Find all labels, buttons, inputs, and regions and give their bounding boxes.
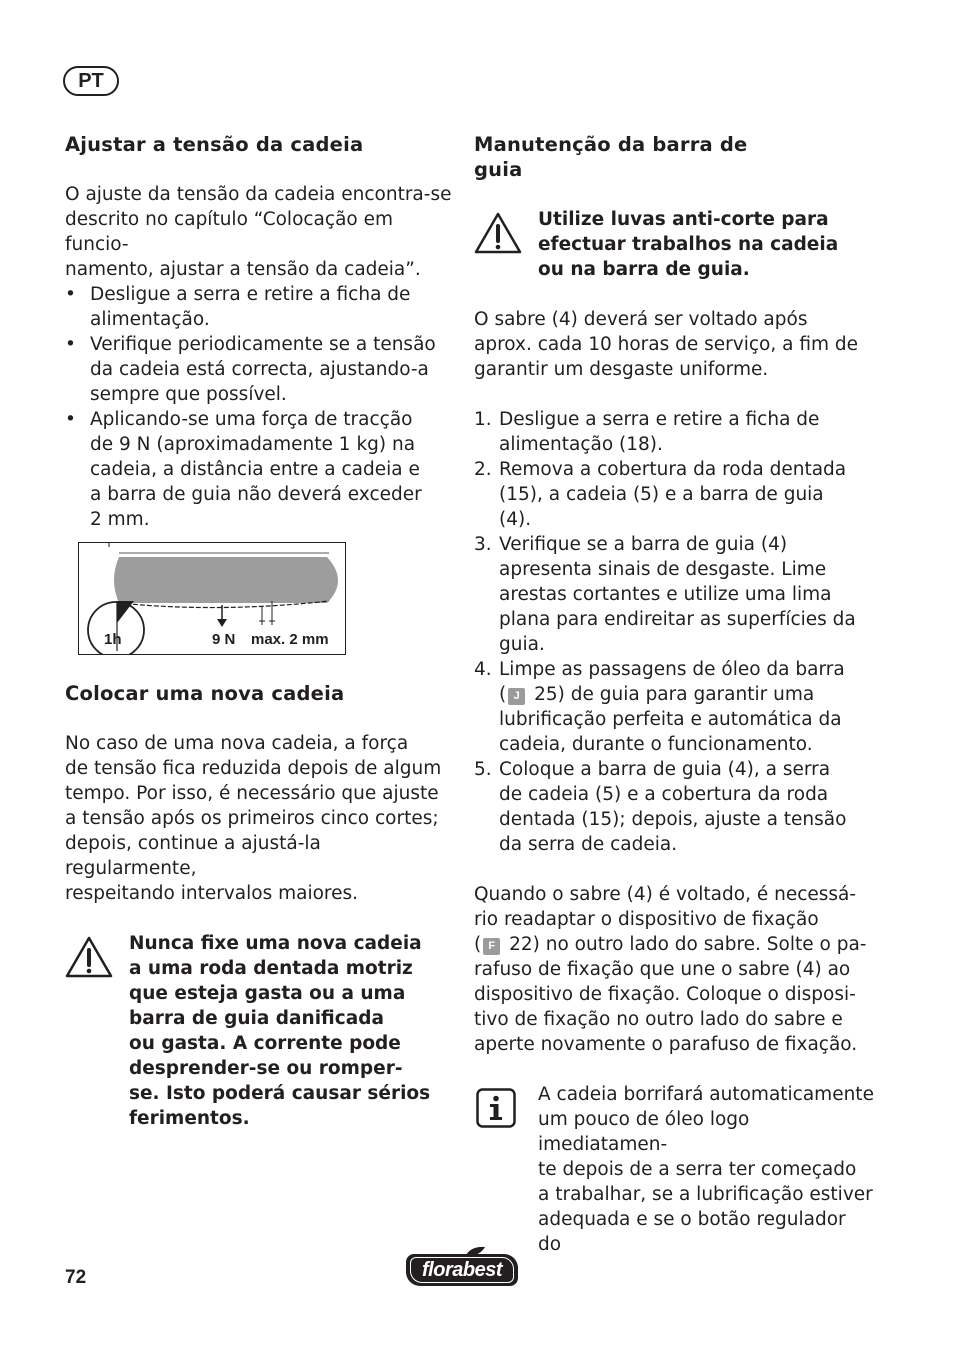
info-note-oil: A cadeia borrifará automaticamente um pouco de óleo logo imediatamen- te depois de a serra ter começado a trabalhar, se a lubrificação estiver adequada e se o botão regulador do — [474, 1082, 874, 1257]
list-item: • Aplicando-se uma força de tracção de 9 N (aproximadamente 1 kg) na cadeia, a distância entre a cadeia e a barra de guia não deverá exceder 2 mm. — [65, 407, 455, 532]
figure-label-1h: 1h — [104, 631, 122, 648]
list-item: • Verifique periodicamente se a tensão da cadeia está correcta, ajustando-a sempre que possível. — [65, 332, 455, 407]
brand-logo — [406, 1246, 520, 1288]
list-item: • Desligue a serra e retire a ficha de alimentação. — [65, 282, 455, 332]
list-item: 2. Remova a cobertura da roda dentada (15), a cadeia (5) e a barra de guia (4). — [474, 459, 847, 530]
chain-tension-bullets — [65, 282, 455, 532]
list-item: 5. Coloque a barra de guia (4), a serra de cadeia (5) e a cobertura da roda dentada (15); depois, ajuste a tensão da serra de cadeia. — [474, 759, 847, 855]
list-item: 3. Verifique se a barra de guia (4) apresenta sinais de desgaste. Lime arestas cortantes e utilize uma lima plana para endireitar as superfícies da guia. — [474, 534, 856, 655]
warning-cut-gloves: Utilize luvas anti-corte para efectuar trabalhos na cadeia ou na barra de guia. — [474, 207, 874, 282]
chain-tension-intro: O ajuste da tensão da cadeia encontra-se descrito no capítulo “Colocação em funcio- namento, ajustar a tensão da cadeia”. — [65, 184, 452, 280]
chain-tension-figure — [78, 542, 346, 655]
language-badge: PT — [63, 66, 119, 96]
list-item: 4. Limpe as passagens de óleo da barra ( J 25) de guia para garantir uma lubrificação perfeita e automática da cadeia, durante o funcionamento. — [474, 659, 845, 755]
right-column — [474, 132, 874, 1257]
info-icon — [476, 1088, 516, 1128]
figure-label-max: max. 2 mm — [251, 631, 329, 648]
new-chain-body: No caso de uma nova cadeia, a força de tensão fica reduzida depois de algum tempo. Por isso, é necessário que ajuste a tensão após os primeiros cinco cortes; depois, continue a ajustá-la regularmente, respeitando intervalos maiores. — [65, 733, 442, 904]
figure-tag-f: F — [483, 938, 500, 955]
warning-triangle-icon — [474, 211, 522, 255]
page-number: 72 — [65, 1267, 87, 1288]
section-title-guide-bar-maintenance: Manutenção da barra de guia — [474, 133, 748, 181]
section-title-chain-tension: Ajustar a tensão da cadeia — [65, 133, 364, 156]
warning-triangle-icon — [65, 935, 113, 979]
guide-bar-intro: O sabre (4) deverá ser voltado após aprox. cada 10 horas de serviço, a fim de garantir um desgaste uniforme. — [474, 309, 859, 380]
maintenance-steps — [474, 407, 874, 857]
warning-new-chain: Nunca fixe uma nova cadeia a uma roda dentada motriz que esteja gasta ou a uma barra de guia danificada ou gasta. A corrente pode desprender-se ou romper- se. Isto poderá causar sérios ferimentos. — [65, 931, 455, 1131]
figure-label-force: 9 N — [212, 631, 236, 648]
list-item: 1. Desligue a serra e retire a ficha de alimentação (18). — [474, 409, 820, 455]
turn-bar-paragraph: Quando o sabre (4) é voltado, é necessá- rio readaptar o dispositivo de fixação ( F 22) no outro lado do sabre. Solte o pa- rafuso de fixação que une o sabre (4) ao dispositivo de fixação. Coloque o disposi- tivo de fixação no outro lado do sabre e aperte novamente o parafuso de fixação. — [474, 884, 867, 1055]
left-column — [65, 132, 455, 1131]
section-title-new-chain: Colocar uma nova cadeia — [65, 682, 345, 705]
brand-name: florabest — [422, 1259, 502, 1281]
figure-tag-j: J — [508, 688, 525, 705]
